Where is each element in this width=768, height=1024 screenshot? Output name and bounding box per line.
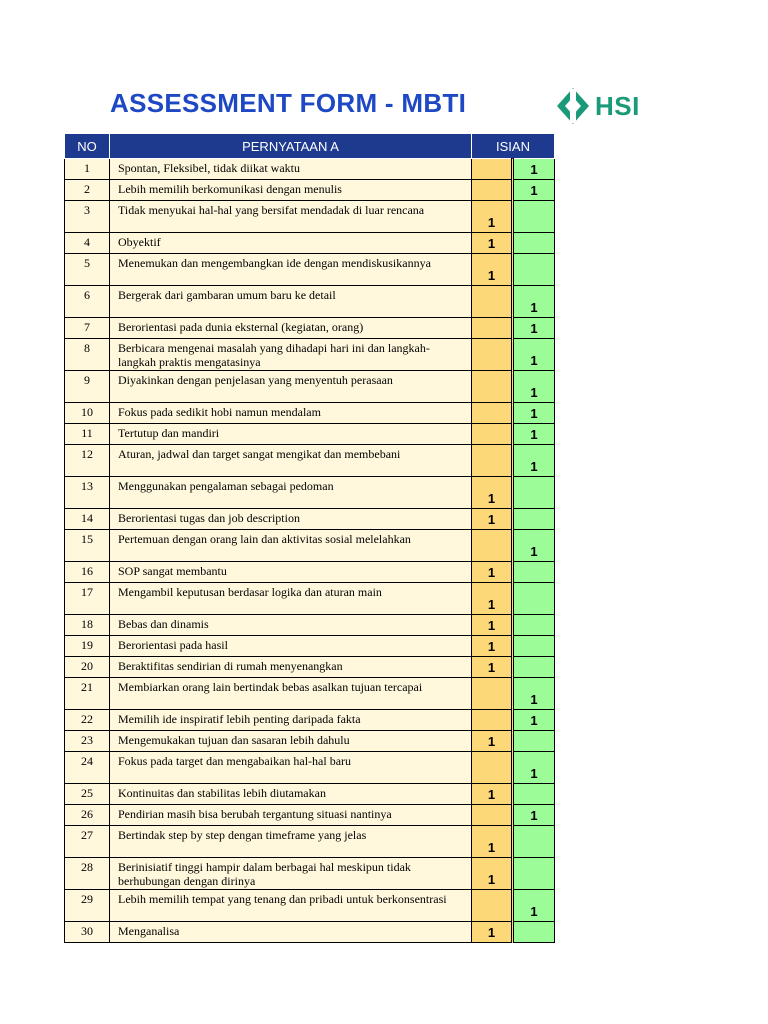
- isian-a-cell[interactable]: [472, 805, 513, 826]
- row-number: 19: [65, 636, 110, 657]
- isian-a-cell[interactable]: [472, 286, 513, 318]
- row-number: 7: [65, 318, 110, 339]
- row-statement: Membiarkan orang lain bertindak bebas asalkan tujuan tercapai: [110, 678, 472, 710]
- row-number: 26: [65, 805, 110, 826]
- isian-a-cell[interactable]: [472, 710, 513, 731]
- isian-b-cell[interactable]: [513, 826, 555, 858]
- isian-b-cell[interactable]: [513, 922, 555, 943]
- row-statement: Obyektif: [110, 233, 472, 254]
- table-row: [65, 890, 555, 922]
- isian-b-cell[interactable]: 1: [513, 403, 555, 424]
- hsi-logo-icon: [553, 86, 593, 126]
- isian-b-cell[interactable]: 1: [513, 710, 555, 731]
- table-row: [65, 233, 555, 254]
- table-row: [65, 678, 555, 710]
- isian-b-cell[interactable]: 1: [513, 445, 555, 477]
- isian-a-cell[interactable]: [472, 752, 513, 784]
- isian-a-cell[interactable]: 1: [472, 784, 513, 805]
- isian-a-cell[interactable]: [472, 339, 513, 371]
- table-row: [65, 254, 555, 286]
- isian-a-cell[interactable]: [472, 424, 513, 445]
- row-number: 11: [65, 424, 110, 445]
- row-number: 21: [65, 678, 110, 710]
- table-header-row: [65, 134, 555, 159]
- header-no: NO: [65, 134, 110, 159]
- isian-a-cell[interactable]: 1: [472, 233, 513, 254]
- row-statement: Spontan, Fleksibel, tidak diikat waktu: [110, 159, 472, 180]
- table-row: [65, 657, 555, 678]
- table-row: [65, 636, 555, 657]
- row-number: 3: [65, 201, 110, 233]
- isian-b-cell[interactable]: 1: [513, 805, 555, 826]
- row-statement: Tertutup dan mandiri: [110, 424, 472, 445]
- isian-b-cell[interactable]: [513, 509, 555, 530]
- table-row: [65, 424, 555, 445]
- isian-b-cell[interactable]: 1: [513, 890, 555, 922]
- table-row: [65, 530, 555, 562]
- row-number: 10: [65, 403, 110, 424]
- row-number: 30: [65, 922, 110, 943]
- isian-b-cell[interactable]: 1: [513, 286, 555, 318]
- table-row: [65, 445, 555, 477]
- table-row: [65, 826, 555, 858]
- row-statement: Berorientasi pada dunia eksternal (kegiatan, orang): [110, 318, 472, 339]
- table-row: [65, 339, 555, 371]
- isian-b-cell[interactable]: 1: [513, 752, 555, 784]
- table-row: [65, 318, 555, 339]
- row-number: 20: [65, 657, 110, 678]
- row-statement: Aturan, jadwal dan target sangat mengikat dan membebani: [110, 445, 472, 477]
- isian-a-cell[interactable]: 1: [472, 826, 513, 858]
- row-statement: Beraktifitas sendirian di rumah menyenangkan: [110, 657, 472, 678]
- isian-a-cell[interactable]: 1: [472, 858, 513, 890]
- row-statement: Menganalisa: [110, 922, 472, 943]
- row-number: 24: [65, 752, 110, 784]
- row-statement: Menemukan dan mengembangkan ide dengan mendiskusikannya: [110, 254, 472, 286]
- row-statement: Kontinuitas dan stabilitas lebih diutamakan: [110, 784, 472, 805]
- row-number: 15: [65, 530, 110, 562]
- row-statement: Pertemuan dengan orang lain dan aktivitas sosial melelahkan: [110, 530, 472, 562]
- table-row: [65, 731, 555, 752]
- row-number: 13: [65, 477, 110, 509]
- isian-b-cell[interactable]: [513, 562, 555, 583]
- row-statement: Fokus pada target dan mengabaikan hal-hal baru: [110, 752, 472, 784]
- table-row: [65, 805, 555, 826]
- row-number: 28: [65, 858, 110, 890]
- page-title: ASSESSMENT FORM - MBTI: [110, 88, 467, 118]
- table-row: [65, 562, 555, 583]
- table-row: [65, 583, 555, 615]
- isian-a-cell[interactable]: 1: [472, 254, 513, 286]
- row-number: 16: [65, 562, 110, 583]
- row-number: 17: [65, 583, 110, 615]
- table-row: [65, 615, 555, 636]
- row-statement: Berinisiatif tinggi hampir dalam berbagai hal meskipun tidak berhubungan dengan dirinya: [110, 858, 472, 890]
- table-row: [65, 784, 555, 805]
- isian-b-cell[interactable]: 1: [513, 530, 555, 562]
- isian-b-cell[interactable]: [513, 615, 555, 636]
- table-row: [65, 752, 555, 784]
- row-statement: Mengemukakan tujuan dan sasaran lebih dahulu: [110, 731, 472, 752]
- row-statement: SOP sangat membantu: [110, 562, 472, 583]
- isian-a-cell[interactable]: [472, 530, 513, 562]
- table-row: [65, 403, 555, 424]
- isian-b-cell[interactable]: 1: [513, 371, 555, 403]
- row-number: 8: [65, 339, 110, 371]
- isian-a-cell[interactable]: [472, 678, 513, 710]
- row-statement: Pendirian masih bisa berubah tergantung situasi nantinya: [110, 805, 472, 826]
- isian-b-cell[interactable]: [513, 731, 555, 752]
- table-row: [65, 710, 555, 731]
- isian-b-cell[interactable]: 1: [513, 318, 555, 339]
- table-row: [65, 858, 555, 890]
- row-number: 29: [65, 890, 110, 922]
- row-number: 14: [65, 509, 110, 530]
- isian-a-cell[interactable]: 1: [472, 201, 513, 233]
- isian-b-cell[interactable]: [513, 636, 555, 657]
- isian-a-cell[interactable]: 1: [472, 615, 513, 636]
- row-statement: Memilih ide inspiratif lebih penting daripada fakta: [110, 710, 472, 731]
- isian-a-cell[interactable]: 1: [472, 731, 513, 752]
- isian-a-cell[interactable]: [472, 403, 513, 424]
- table-row: [65, 159, 555, 180]
- isian-a-cell[interactable]: 1: [472, 657, 513, 678]
- row-number: 22: [65, 710, 110, 731]
- hsi-logo-text: HSI: [595, 90, 640, 121]
- row-statement: Lebih memilih tempat yang tenang dan pribadi untuk berkonsentrasi: [110, 890, 472, 922]
- row-statement: Bergerak dari gambaran umum baru ke detail: [110, 286, 472, 318]
- table-row: [65, 180, 555, 201]
- isian-b-cell[interactable]: 1: [513, 678, 555, 710]
- isian-b-cell[interactable]: [513, 784, 555, 805]
- isian-a-cell[interactable]: [472, 445, 513, 477]
- table-row: [65, 201, 555, 233]
- row-statement: Fokus pada sedikit hobi namun mendalam: [110, 403, 472, 424]
- row-statement: Diyakinkan dengan penjelasan yang menyentuh perasaan: [110, 371, 472, 403]
- row-number: 23: [65, 731, 110, 752]
- isian-a-cell[interactable]: [472, 318, 513, 339]
- row-number: 9: [65, 371, 110, 403]
- isian-a-cell[interactable]: 1: [472, 477, 513, 509]
- isian-a-cell[interactable]: [472, 180, 513, 201]
- row-statement: Lebih memilih berkomunikasi dengan menulis: [110, 180, 472, 201]
- isian-b-cell[interactable]: [513, 858, 555, 890]
- isian-b-cell[interactable]: 1: [513, 339, 555, 371]
- table-row: [65, 509, 555, 530]
- isian-b-cell[interactable]: [513, 201, 555, 233]
- row-number: 5: [65, 254, 110, 286]
- header-isian: ISIAN: [472, 134, 555, 159]
- table-row: [65, 922, 555, 943]
- row-number: 18: [65, 615, 110, 636]
- isian-a-cell[interactable]: 1: [472, 509, 513, 530]
- row-number: 27: [65, 826, 110, 858]
- row-statement: Berorientasi tugas dan job description: [110, 509, 472, 530]
- row-statement: Berbicara mengenai masalah yang dihadapi hari ini dan langkah-langkah praktis mengatasinya: [110, 339, 472, 371]
- isian-b-cell[interactable]: [513, 254, 555, 286]
- isian-a-cell[interactable]: 1: [472, 636, 513, 657]
- row-statement: Menggunakan pengalaman sebagai pedoman: [110, 477, 472, 509]
- isian-b-cell[interactable]: [513, 233, 555, 254]
- row-number: 25: [65, 784, 110, 805]
- row-statement: Tidak menyukai hal-hal yang bersifat mendadak di luar rencana: [110, 201, 472, 233]
- row-number: 2: [65, 180, 110, 201]
- assessment-table: [64, 133, 555, 943]
- table-row: [65, 286, 555, 318]
- row-statement: Berorientasi pada hasil: [110, 636, 472, 657]
- isian-b-cell[interactable]: 1: [513, 424, 555, 445]
- isian-a-cell[interactable]: [472, 159, 513, 180]
- isian-a-cell[interactable]: 1: [472, 922, 513, 943]
- row-number: 4: [65, 233, 110, 254]
- row-statement: Mengambil keputusan berdasar logika dan aturan main: [110, 583, 472, 615]
- table-row: [65, 371, 555, 403]
- isian-a-cell[interactable]: [472, 371, 513, 403]
- header-statement: PERNYATAAN A: [110, 134, 472, 159]
- isian-b-cell[interactable]: [513, 477, 555, 509]
- isian-b-cell[interactable]: 1: [513, 180, 555, 201]
- row-number: 6: [65, 286, 110, 318]
- row-number: 1: [65, 159, 110, 180]
- isian-b-cell[interactable]: [513, 657, 555, 678]
- row-statement: Bertindak step by step dengan timeframe yang jelas: [110, 826, 472, 858]
- isian-b-cell[interactable]: [513, 583, 555, 615]
- row-number: 12: [65, 445, 110, 477]
- isian-a-cell[interactable]: [472, 890, 513, 922]
- isian-b-cell[interactable]: 1: [513, 159, 555, 180]
- isian-a-cell[interactable]: 1: [472, 562, 513, 583]
- hsi-logo: [553, 86, 663, 126]
- row-statement: Bebas dan dinamis: [110, 615, 472, 636]
- isian-a-cell[interactable]: 1: [472, 583, 513, 615]
- table-row: [65, 477, 555, 509]
